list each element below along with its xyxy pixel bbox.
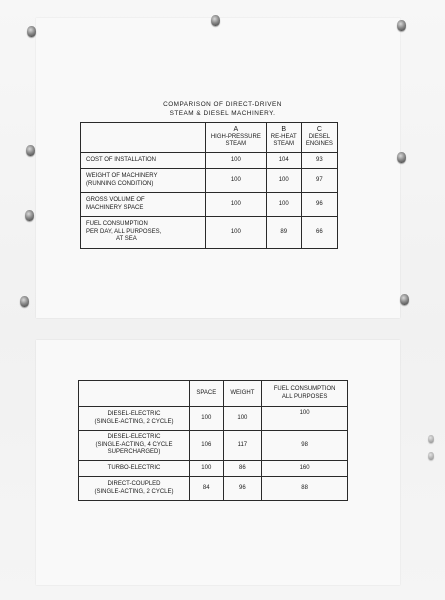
cell-value: 100 [206, 193, 267, 217]
table1-title [0, 100, 445, 118]
column-header [206, 123, 267, 153]
cell-value: 100 [223, 407, 262, 431]
table-row [81, 193, 338, 217]
column-label: RE-HEAT [270, 133, 297, 140]
table-row [79, 407, 348, 431]
cell-value: 117 [223, 431, 262, 461]
cell-value: 100 [206, 153, 267, 169]
row-label-line: AT SEA [116, 236, 137, 243]
row-label-line: PER DAY, ALL PURPOSES, [86, 228, 162, 235]
empty-header-cell [81, 123, 206, 153]
pushpin-icon [428, 452, 434, 460]
column-header: WEIGHT [223, 381, 262, 407]
cell-value: 106 [190, 431, 224, 461]
cell-value: 96 [223, 477, 262, 501]
column-header [262, 381, 348, 407]
cell-value: 98 [262, 431, 348, 461]
row-label-line: (RUNNING CONDITION) [86, 180, 154, 187]
row-label-line: DIESEL-ELECTRIC [107, 411, 161, 417]
cell-value: 88 [262, 477, 348, 501]
column-header [266, 123, 301, 153]
cell-value: 100 [206, 169, 267, 193]
row-label [79, 407, 190, 431]
row-label-line: MACHINERY SPACE [86, 204, 144, 211]
cell-value: 86 [223, 461, 262, 477]
cell-value: 66 [301, 217, 337, 249]
pushpin-icon [400, 294, 409, 305]
cell-value: 160 [262, 461, 348, 477]
pushpin-icon [25, 210, 34, 221]
cell-value: 84 [190, 477, 224, 501]
row-label-line: (SINGLE-ACTING, 2 CYCLE) [94, 488, 174, 495]
comparison-table [80, 122, 338, 249]
row-label-line: GROSS VOLUME OF [86, 197, 145, 203]
column-label: STEAM [225, 141, 247, 148]
row-label [79, 461, 190, 477]
column-label: FUEL CONSUMPTION [273, 386, 336, 392]
cell-value: 100 [190, 407, 224, 431]
column-letter: C [316, 126, 322, 134]
row-label-line: TURBO-ELECTRIC [107, 464, 161, 471]
cell-value: 89 [266, 217, 301, 249]
cell-value: 100 [190, 461, 224, 477]
pushpin-icon [27, 26, 36, 37]
cell-value: 100 [266, 193, 301, 217]
cell-value: 100 [262, 407, 348, 431]
row-label-line: (SINGLE-ACTING, 4 CYCLE [95, 441, 173, 448]
table-row [79, 477, 348, 501]
column-label: HIGH-PRESSURE [210, 133, 261, 140]
column-label: ALL PURPOSES [281, 393, 328, 400]
cell-value: 96 [301, 193, 337, 217]
cell-value: 93 [301, 153, 337, 169]
column-letter: A [233, 126, 239, 134]
row-label-line: DIESEL-ELECTRIC [107, 434, 161, 441]
row-label [79, 431, 190, 461]
row-label [81, 169, 206, 193]
table-row [81, 153, 338, 169]
row-label [81, 193, 206, 217]
cell-value: 104 [266, 153, 301, 169]
column-label: ENGINES [305, 141, 333, 148]
pushpin-icon [397, 20, 406, 31]
table-row [79, 431, 348, 461]
row-label-line: COST OF INSTALLATION [86, 156, 157, 163]
cell-value: 97 [301, 169, 337, 193]
cell-value: 100 [266, 169, 301, 193]
pushpin-icon [20, 296, 29, 307]
pushpin-icon [428, 435, 434, 443]
pushpin-icon [211, 15, 220, 26]
column-label: DIESEL [308, 133, 331, 140]
empty-header-cell [79, 381, 190, 407]
table-row [81, 169, 338, 193]
table1-title-line: COMPARISON OF DIRECT-DRIVEN [163, 101, 282, 108]
propulsion-table [78, 380, 348, 501]
row-label-line: DIRECT-COUPLED [107, 481, 161, 487]
column-header: SPACE [190, 381, 224, 407]
table1-title-line: STEAM & DIESEL MACHINERY. [169, 110, 276, 117]
row-label-line: (SINGLE-ACTING, 2 CYCLE) [94, 418, 174, 425]
row-label-line: WEIGHT OF MACHINERY [86, 173, 158, 179]
row-label [81, 217, 206, 249]
column-label: STEAM [273, 141, 295, 148]
row-label [79, 477, 190, 501]
table-row [79, 461, 348, 477]
column-header [301, 123, 337, 153]
column-letter: B [281, 126, 287, 134]
cell-value: 100 [206, 217, 267, 249]
row-label-line: FUEL CONSUMPTION [86, 221, 148, 228]
pushpin-icon [26, 145, 35, 156]
row-label [81, 153, 206, 169]
table-row [81, 217, 338, 249]
row-label-line: SUPERCHARGED) [107, 449, 161, 456]
table-header-row [79, 381, 348, 407]
table-header-row [81, 123, 338, 153]
pushpin-icon [397, 152, 406, 163]
